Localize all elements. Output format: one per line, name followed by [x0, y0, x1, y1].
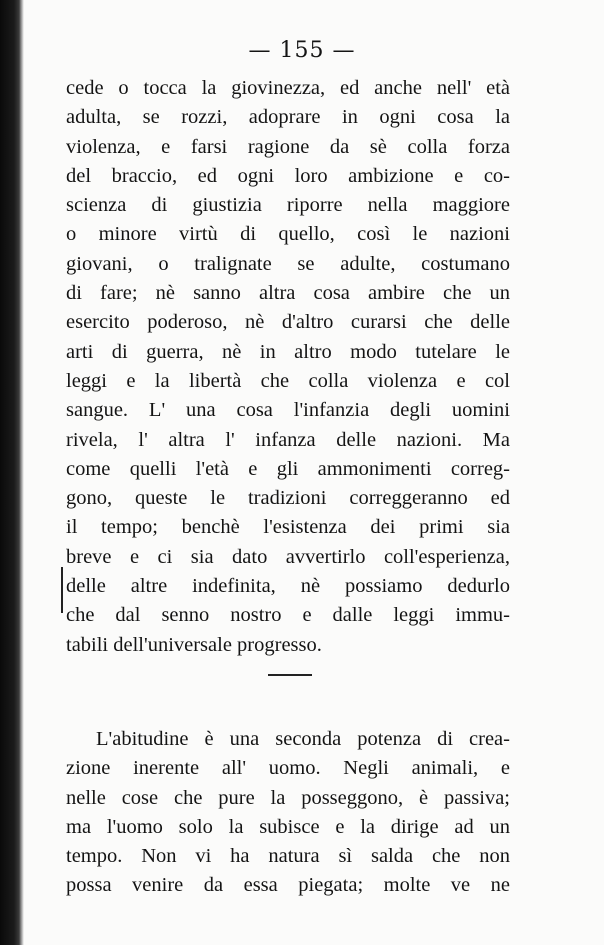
text-line: nelle cose che pure la posseggono, è passiva;	[66, 786, 510, 809]
text-line: arti di guerra, nè in altro modo tutelare le	[66, 340, 510, 363]
text-line: gono, queste le tradizioni correggeranno ed	[66, 487, 510, 510]
binding-edge	[0, 0, 24, 945]
text-line: possa venire da essa piegata; molte ve ne	[66, 874, 510, 897]
text-line: tempo. Non vi ha natura sì salda che non	[66, 845, 510, 868]
text-line: scienza di giustizia riporre nella maggiore	[66, 194, 510, 217]
text-line: giovani, o tralignate se adulte, costumano	[66, 252, 510, 275]
text-line: tabili dell'universale progresso.	[66, 633, 322, 656]
text-line: breve e ci sia dato avvertirlo coll'esperienza,	[66, 545, 510, 568]
section-gap	[66, 660, 510, 725]
text-line: adulta, se rozzi, adoprare in ogni cosa la	[66, 106, 510, 129]
text-line: L'abitudine è una seconda potenza di crea-	[96, 727, 510, 750]
text-line: sangue. L' una cosa l'infanzia degli uomini	[66, 399, 510, 422]
text-line: ma l'uomo solo la subisce e la dirige ad un	[66, 815, 510, 838]
section-separator	[268, 674, 312, 676]
text-line: rivela, l' altra l' infanza delle nazioni. Ma	[66, 428, 510, 451]
text-line: di fare; nè sanno altra cosa ambire che un	[66, 282, 510, 305]
text-line: come quelli l'età e gli ammonimenti correg-	[66, 457, 510, 480]
text-line: leggi e la libertà che colla violenza e col	[66, 369, 510, 392]
text-line: delle altre indefinita, nè possiamo dedurlo	[66, 575, 510, 598]
text-line: il tempo; benchè l'esistenza dei primi sia	[66, 516, 510, 539]
text-line: del braccio, ed ogni loro ambizione e co-	[66, 164, 510, 187]
paragraph-1	[66, 74, 510, 660]
text-line: cede o tocca la giovinezza, ed anche nell' età	[66, 77, 510, 99]
page-number: — 155 —	[248, 38, 356, 63]
text-line: esercito poderoso, nè d'altro curarsi che delle	[66, 311, 510, 334]
paragraph-2	[66, 725, 510, 901]
text-line: violenza, e farsi ragione da sè colla forza	[66, 135, 510, 158]
body-text	[66, 74, 510, 901]
text-line: che dal senno nostro e dalle leggi immu-	[66, 604, 510, 627]
text-line: zione inerente all' uomo. Negli animali, e	[66, 757, 510, 780]
text-line: o minore virtù di quello, così le nazioni	[66, 223, 510, 246]
